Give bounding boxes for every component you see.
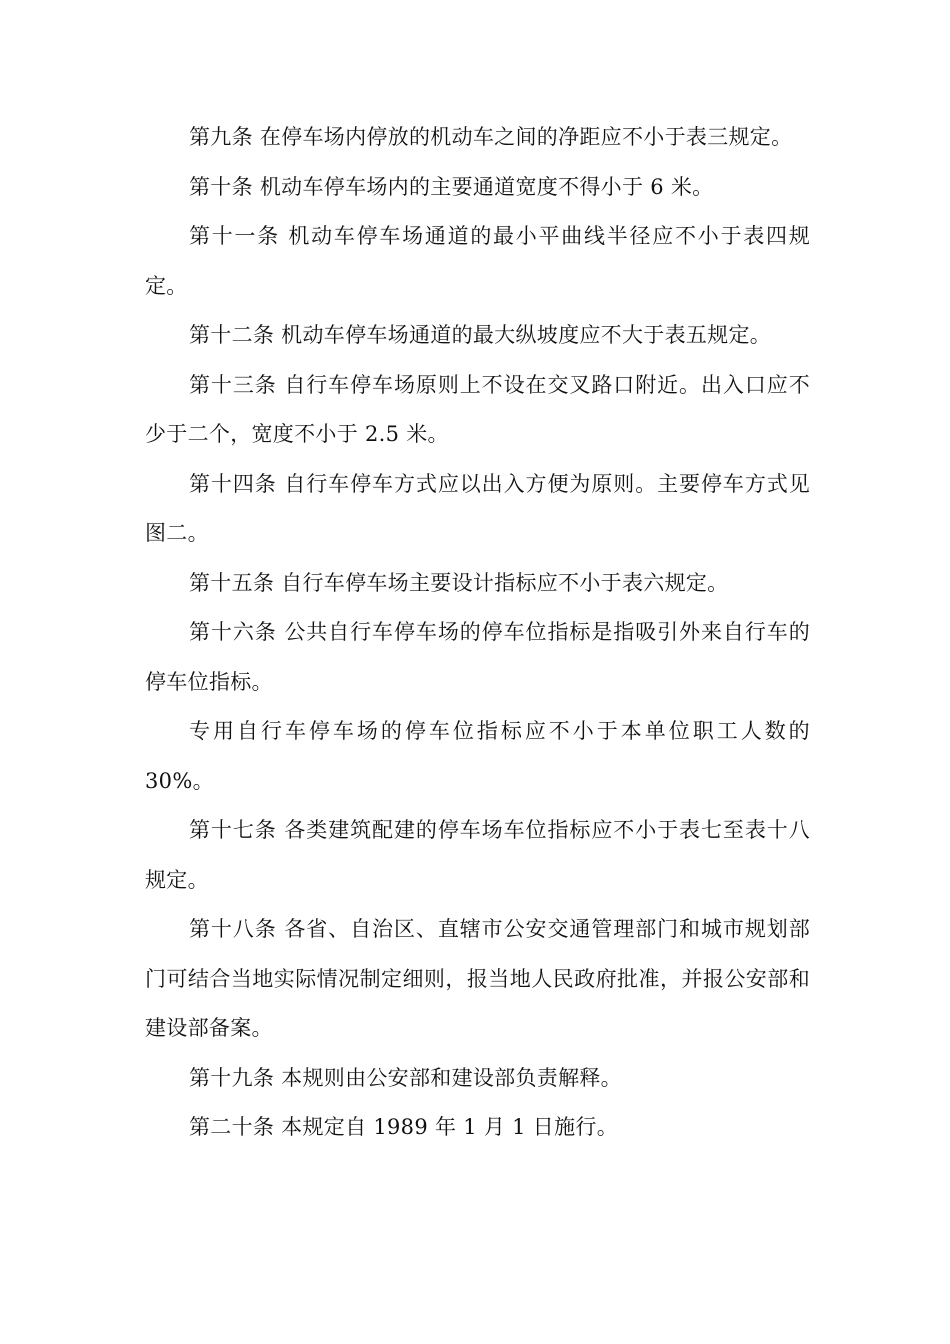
article-20: 第二十条 本规定自 1989 年 1 月 1 日施行。 [189,1115,618,1139]
article-14: 第十四条 自行车停车方式应以出入方便为原则。主要停车方式见图二。 [145,471,810,545]
article-9: 第九条 在停车场内停放的机动车之间的净距应不小于表三规定。 [189,125,793,149]
article-11: 第十一条 机动车停车场通道的最小平曲线半径应不小于表四规定。 [145,224,810,298]
article-15: 第十五条 自行车停车场主要设计指标应不小于表六规定。 [189,570,729,595]
article-18: 第十八条 各省、自治区、直辖市公安交通管理部门和城市规划部门可结合当地实际情况制定细则，报当地人民政府批准，并报公安部和建设部备案。 [145,917,810,1040]
document-body [145,113,810,1153]
article-19: 第十九条 本规则由公安部和建设部负责解释。 [189,1065,622,1090]
article-12: 第十二条 机动车停车场通道的最大纵坡度应不大于表五规定。 [189,323,772,347]
article-17: 第十七条 各类建筑配建的停车场车位指标应不小于表七至表十八规定。 [145,818,810,892]
article-13: 第十三条 自行车停车场原则上不设在交叉路口附近。出入口应不少于二个，宽度不小于 2.5 米。 [145,372,810,446]
article-16: 第十六条 公共自行车停车场的停车位指标是指吸引外来自行车的停车位指标。 [145,620,810,694]
article-10: 第十条 机动车停车场内的主要通道宽度不得小于 6 米。 [189,174,714,199]
article-16-paragraph-2: 专用自行车停车场的停车位指标应不小于本单位职工人数的30%。 [145,719,810,793]
